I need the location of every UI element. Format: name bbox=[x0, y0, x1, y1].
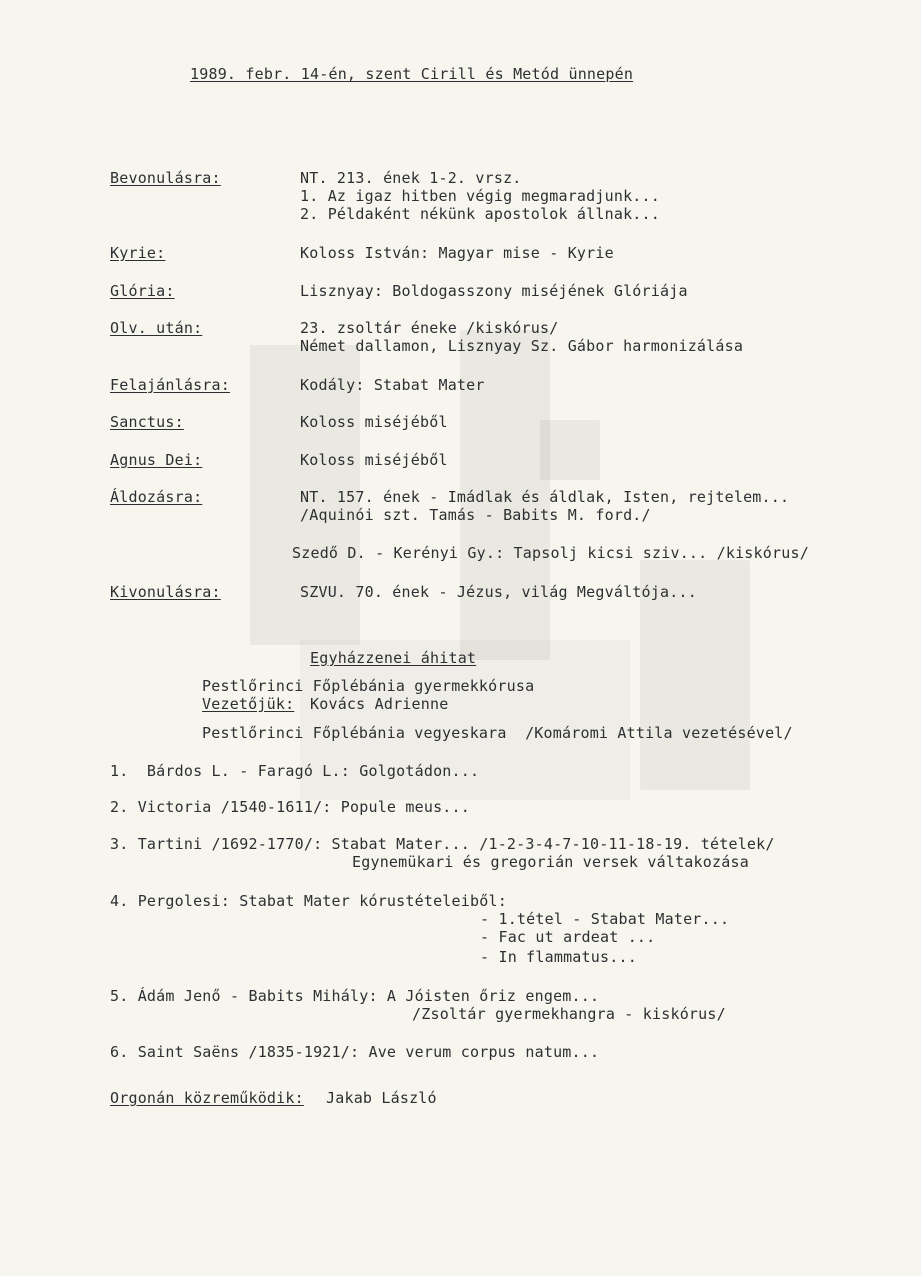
program-item-5-sub: /Zsoltár gyermekhangra - kiskórus/ bbox=[412, 1005, 726, 1023]
bevonulas-line: 2. Példaként nékünk apostolok állnak... bbox=[300, 205, 660, 223]
label-bevonulasra: Bevonulásra: bbox=[110, 169, 221, 187]
bevonulas-line: 1. Az igaz hitben végig megmaradjunk... bbox=[300, 187, 660, 205]
gloria-text: Lisznyay: Boldogasszony miséjének Glóriája bbox=[300, 282, 688, 300]
program-item-2: 2. Victoria /1540-1611/: Popule meus... bbox=[110, 798, 470, 816]
program-item-3: 3. Tartini /1692-1770/: Stabat Mater... /1-2-3-4-7-10-11-18-19. tételek/ bbox=[110, 835, 775, 853]
choir-mixed: Pestlőrinci Főplébánia vegyeskara /Komáromi Attila vezetésével/ bbox=[202, 724, 793, 742]
leader-name: Kovács Adrienne bbox=[310, 695, 449, 713]
choir-children: Pestlőrinci Főplébánia gyermekkórusa bbox=[202, 677, 535, 695]
program-item-4-sub: - In flammatus... bbox=[480, 948, 637, 966]
kyrie-text: Koloss István: Magyar mise - Kyrie bbox=[300, 244, 614, 262]
aldozas-line: NT. 157. ének - Imádlak és áldlak, Isten, rejtelem... bbox=[300, 488, 790, 506]
label-gloria: Glória: bbox=[110, 282, 175, 300]
label-kyrie: Kyrie: bbox=[110, 244, 166, 262]
aldozas-line: /Aquinói szt. Tamás - Babits M. ford./ bbox=[300, 506, 651, 524]
olvutan-line: Német dallamon, Lisznyay Sz. Gábor harmonizálása bbox=[300, 337, 744, 355]
program-item-4-sub: - Fac ut ardeat ... bbox=[480, 928, 656, 946]
page-title: 1989. febr. 14-én, szent Cirill és Metód ünnepén bbox=[190, 65, 634, 83]
kivonulas-text: SZVU. 70. ének - Jézus, világ Megváltója... bbox=[300, 583, 697, 601]
label-agnus-dei: Agnus Dei: bbox=[110, 451, 203, 469]
program-item-5: 5. Ádám Jenő - Babits Mihály: A Jóisten őriz engem... bbox=[110, 987, 600, 1005]
program-item-3-sub: Egynemükari és gregorián versek váltakozása bbox=[352, 853, 749, 871]
label-kivonulasra: Kivonulásra: bbox=[110, 583, 221, 601]
bleed-through-block bbox=[540, 420, 600, 480]
program-item-4: 4. Pergolesi: Stabat Mater kórustételeiből: bbox=[110, 892, 507, 910]
label-sanctus: Sanctus: bbox=[110, 413, 184, 431]
olvutan-line: 23. zsoltár éneke /kiskórus/ bbox=[300, 319, 559, 337]
aldozas-extra: Szedő D. - Kerényi Gy.: Tapsolj kicsi sziv... /kiskórus/ bbox=[292, 544, 809, 562]
label-aldozasra: Áldozásra: bbox=[110, 488, 203, 506]
program-item-6: 6. Saint Saëns /1835-1921/: Ave verum corpus natum... bbox=[110, 1043, 600, 1061]
felajanlas-text: Kodály: Stabat Mater bbox=[300, 376, 485, 394]
agnus-text: Koloss miséjéből bbox=[300, 451, 448, 469]
sanctus-text: Koloss miséjéből bbox=[300, 413, 448, 431]
organ-name: Jakab László bbox=[326, 1089, 437, 1107]
label-felajanlasra: Felajánlásra: bbox=[110, 376, 230, 394]
organ-label: Orgonán közreműködik: bbox=[110, 1089, 304, 1107]
concert-heading: Egyházzenei áhitat bbox=[310, 649, 477, 667]
program-item-1: 1. Bárdos L. - Faragó L.: Golgotádon... bbox=[110, 762, 480, 780]
label-olv-utan: Olv. után: bbox=[110, 319, 203, 337]
bevonulas-line: NT. 213. ének 1-2. vrsz. bbox=[300, 169, 522, 187]
program-item-4-sub: - 1.tétel - Stabat Mater... bbox=[480, 910, 730, 928]
leader-label: Vezetőjük: bbox=[202, 695, 295, 713]
